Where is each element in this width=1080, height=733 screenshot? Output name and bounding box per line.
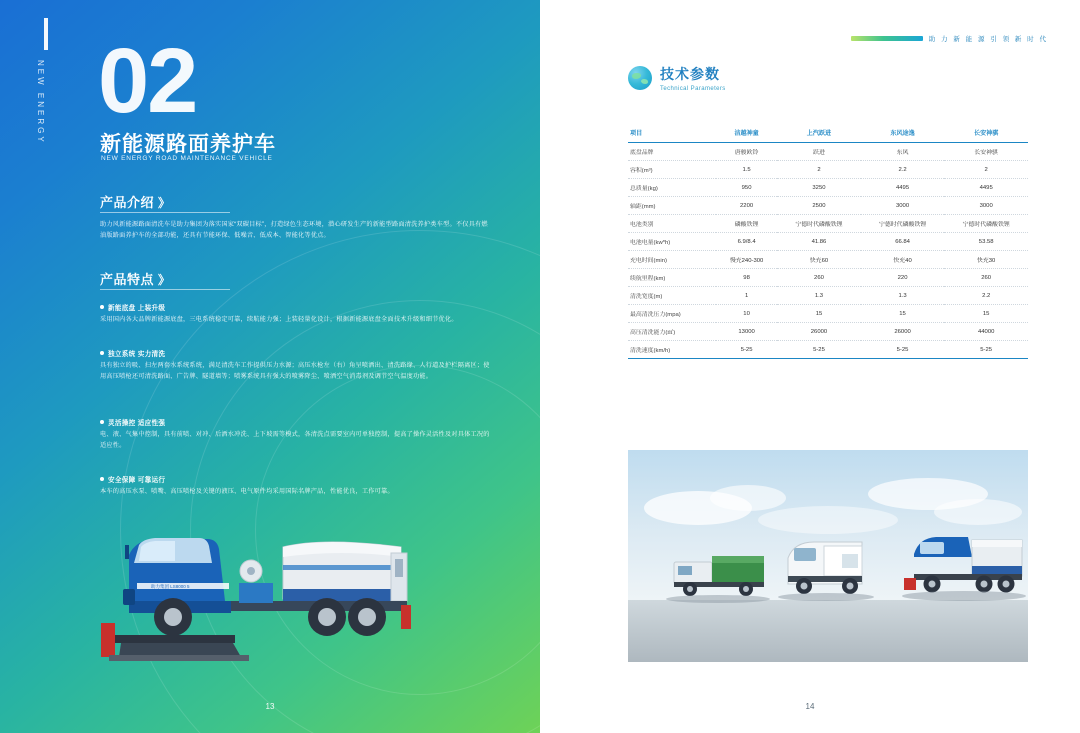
- bullet-dot-icon-4: [100, 477, 104, 481]
- cell: 快充60: [777, 251, 861, 269]
- table-row: [628, 269, 1028, 287]
- page-title-english: NEW ENERGY ROAD MAINTENANCE VEHICLE: [101, 155, 273, 162]
- table-row: [628, 251, 1028, 269]
- cell: 15: [777, 305, 861, 323]
- cell: 66.84: [861, 233, 945, 251]
- cell: 4495: [861, 179, 945, 197]
- row-label: 高压清洗能力(㎡): [628, 323, 716, 341]
- cell: 15: [944, 305, 1028, 323]
- column-header-model-2: 上汽跃进: [777, 124, 861, 143]
- brand-strip: [851, 34, 1048, 43]
- features-heading: [100, 269, 171, 288]
- cell: 长安神骐: [944, 143, 1028, 161]
- column-header-item: 项目: [628, 124, 716, 143]
- cell: 快充30: [944, 251, 1028, 269]
- cell: 2: [777, 161, 861, 179]
- row-label: 电池类别: [628, 215, 716, 233]
- svg-text:助力集团 LS8000 5: 助力集团 LS8000 5: [151, 584, 190, 589]
- row-label: 电池电量(kw*h): [628, 233, 716, 251]
- cell: 磷酸铁锂: [716, 215, 777, 233]
- table-row: [628, 143, 1028, 161]
- chevron-right-icon: 》: [158, 196, 171, 210]
- feature-2-label: 独立系统 实力清洗: [108, 351, 166, 358]
- cell: 6.9/8.4: [716, 233, 777, 251]
- vertical-section-label: NEW ENERGY: [36, 60, 45, 145]
- feature-2-text: 具有独立的吸、扫左两套水系统系统，满足清洗车工作提供压力水源；高压水枪左（右）角呈喷洒出、清洗路缘、人行道及护栏隔离区；使用高压喷枪还可清洗路面、广告牌、隧道墙等；喷雾系统具有强大的喷雾降尘、喷洒空气消毒剂及调节空气温度功能。: [100, 362, 490, 381]
- cell: 2.2: [944, 287, 1028, 305]
- cell: 1.3: [777, 287, 861, 305]
- cell: 2500: [777, 197, 861, 215]
- cell: 3000: [861, 197, 945, 215]
- technical-parameters-title: 技术参数: [660, 66, 720, 82]
- right-page: [540, 0, 1080, 733]
- table-row: [628, 323, 1028, 341]
- bullet-dot-icon-3: [100, 420, 104, 424]
- table-row: [628, 287, 1028, 305]
- feature-1-text: 采用国内各大品牌新能源底盘，三电系统稳定可靠，续航能力强；上装轻量化设计，根据新能源底盘全面技术升级和细节优化。: [100, 316, 458, 323]
- cell: 44000: [944, 323, 1028, 341]
- cell: 5-25: [716, 341, 777, 359]
- cell: 宁德时代磷酸铁锂: [861, 215, 945, 233]
- feature-1-label: 新能底盘 上装升级: [108, 305, 166, 312]
- cell: 宁德时代磷酸铁锂: [944, 215, 1028, 233]
- road-maintenance-truck-image: [95, 505, 515, 685]
- cell: 26000: [861, 323, 945, 341]
- feature-title-1: [100, 302, 165, 312]
- bullet-dot-icon-1: [100, 305, 104, 309]
- cell: 3000: [944, 197, 1028, 215]
- row-label: 充电时间(min): [628, 251, 716, 269]
- cell: 东风: [861, 143, 945, 161]
- globe-icon: [628, 66, 652, 90]
- cell: 跃进: [777, 143, 861, 161]
- feature-title-4: [100, 474, 165, 484]
- features-heading-underline: [100, 289, 230, 290]
- cell: 53.58: [944, 233, 1028, 251]
- table-row: [628, 179, 1028, 197]
- intro-heading: [100, 192, 171, 211]
- cell: 唐骏欧铃: [716, 143, 777, 161]
- table-row: [628, 341, 1028, 359]
- cell: 2: [944, 161, 1028, 179]
- page-title: 新能源路面养护车: [100, 133, 276, 156]
- feature-3-label: 灵活操控 适应性强: [108, 420, 166, 427]
- brand-gradient-bar: [851, 36, 923, 41]
- feature-4-label: 安全保障 可靠运行: [108, 477, 166, 484]
- row-label: 轴距(mm): [628, 197, 716, 215]
- section-number: 02: [98, 30, 197, 132]
- cell: 4495: [944, 179, 1028, 197]
- row-label: 容积(m³): [628, 161, 716, 179]
- right-page-number: 14: [805, 702, 815, 711]
- column-header-model-1: 洁越神童: [716, 124, 777, 143]
- intro-heading-text: 产品介绍: [100, 195, 155, 210]
- vehicle-lineup-photo: [628, 450, 1028, 662]
- chevron-right-icon-2: 》: [158, 273, 171, 287]
- row-label: 清洗宽度(m): [628, 287, 716, 305]
- accent-bar: [44, 18, 48, 50]
- column-header-model-3: 东风途逸: [861, 124, 945, 143]
- cell: 1.5: [716, 161, 777, 179]
- table-row: [628, 305, 1028, 323]
- table-row: [628, 197, 1028, 215]
- cell: 2.2: [861, 161, 945, 179]
- cell: 950: [716, 179, 777, 197]
- column-header-model-4: 长安神骐: [944, 124, 1028, 143]
- intro-paragraph: 助力风新能源路面清洗车是助力集团为落实国家“双碳目标”，打造绿色生态环境，潜心研发生产的新能型路面清洗养护类车型。不仅具有燃油版路面养护车的全部功能，还具有节能环保、低噪音、低成本、智能化等优点。: [100, 221, 488, 240]
- technical-parameters-subtitle: Technical Parameters: [660, 86, 726, 92]
- table-row: [628, 215, 1028, 233]
- left-page-number: 13: [265, 702, 275, 711]
- table-header-row: [628, 124, 1028, 143]
- cell: 98: [716, 269, 777, 287]
- technical-parameters-header: [628, 64, 726, 92]
- row-label: 最高清洗压力(mpa): [628, 305, 716, 323]
- cell: 1: [716, 287, 777, 305]
- row-label: 底盘品牌: [628, 143, 716, 161]
- cell: 260: [944, 269, 1028, 287]
- cell: 慢充240-300: [716, 251, 777, 269]
- cell: 26000: [777, 323, 861, 341]
- cell: 41.86: [777, 233, 861, 251]
- cell: 220: [861, 269, 945, 287]
- intro-heading-underline: [100, 212, 230, 213]
- cell: 10: [716, 305, 777, 323]
- cell: 5-25: [944, 341, 1028, 359]
- cell: 5-25: [861, 341, 945, 359]
- cell: 2200: [716, 197, 777, 215]
- features-heading-text: 产品特点: [100, 272, 155, 287]
- feature-4-text: 本车的高压水泵、喷嘴、高压喷枪及关键的液压、电气原件均采用国际名牌产品，性能优良，工作可靠。: [100, 488, 394, 495]
- cell: 260: [777, 269, 861, 287]
- cell: 5-25: [777, 341, 861, 359]
- row-label: 总质量(kg): [628, 179, 716, 197]
- table-row: [628, 233, 1028, 251]
- feature-title-3: [100, 417, 165, 427]
- row-label: 续航里程(km): [628, 269, 716, 287]
- cell: 快充40: [861, 251, 945, 269]
- feature-3-text: 电、液、气集中控制，具有前喷、对冲、后洒水冲洗、上下坡需等模式，各清洗点需要室内可单独控制，提高了操作灵活性及对具体工况的适应性。: [100, 431, 490, 450]
- cell: 15: [861, 305, 945, 323]
- cell: 宁德时代磷酸铁锂: [777, 215, 861, 233]
- cell: 3250: [777, 179, 861, 197]
- brand-slogan: 助 力 新 能 源 引 领 新 时 代: [928, 36, 1048, 43]
- cell: 13000: [716, 323, 777, 341]
- cell: 1.3: [861, 287, 945, 305]
- row-label: 清洗速度(km/h): [628, 341, 716, 359]
- bullet-dot-icon-2: [100, 351, 104, 355]
- technical-parameters-table: [628, 124, 1028, 359]
- table-row: [628, 161, 1028, 179]
- feature-title-2: [100, 348, 165, 358]
